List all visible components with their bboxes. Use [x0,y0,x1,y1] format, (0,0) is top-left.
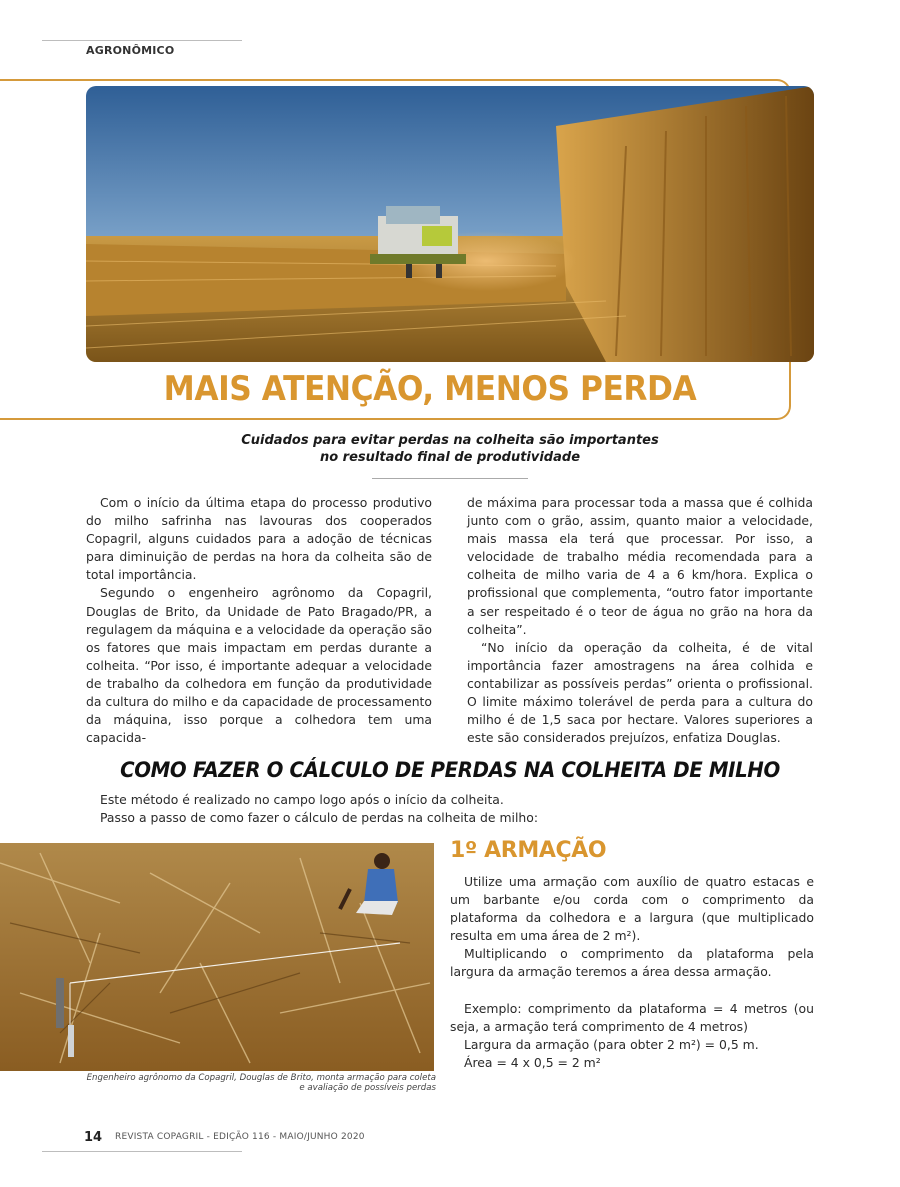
step-1-example-line-1: Exemplo: comprimento da plataforma = 4 metros (ou seja, a armação terá comprimento de 4 metros) [450,1000,814,1034]
left-paragraph-1: Com o início da última etapa do processo produtivo do milho safrinha nas lavouras dos cooperados Copagril, alguns cuidados para a adoção de técnicas para diminuição de perdas na hora da colheita são de total importância. [86,495,432,583]
left-paragraph-2: Segundo o engenheiro agrônomo da Copagril, Douglas de Brito, da Unidade de Pato Bragado/PR, a regulagem da máquina e a velocidade da operação são os fatores que mais impactam em perdas durante a colheita. “Por isso, é importante adequar a velocidade de trabalho da colhedora em função da produtividade da cultura do milho e da capacidade de processamento da máquina, isso porque a colhedora tem uma capacida- [86,585,432,746]
calculation-title: COMO FAZER O CÁLCULO DE PERDAS NA COLHEITA DE MILHO [120,758,780,782]
intro-line-1: Este método é realizado no campo logo após o início da colheita. [100,792,504,807]
left-column [86,494,432,747]
photo-caption: Engenheiro agrônomo da Copagril, Douglas de Brito, monta armação para coleta e avaliação de possíveis perdas [86,1073,436,1093]
page-number: 14 [84,1130,103,1145]
subtitle-divider [372,478,528,479]
article-headline: MAIS ATENÇÃO, MENOS PERDA [163,369,697,409]
step-1-paragraph-2: Multiplicando o comprimento da plataforma pela largura da armação teremos a área dessa armação. [450,946,814,980]
right-paragraph-1: de máxima para processar toda a massa que é colhida junto com o grão, assim, quanto maior a velocidade, mais massa ela terá que processar. Por isso, a velocidade de trabalho média recomendada para a colheita de milho varia de 4 a 6 km/hora. Explica o profissional que complementa, “outro fator importante a ser respeitado é o teor de água no grão na hora da colheita”. [467,495,813,637]
right-paragraph-2: “No início da operação da colheita, é de vital importância fazer amostragens na área colhida e contabilizar as possíveis perdas” orienta o profissional. O limite máximo tolerável de perda para a cultura do milho é de 1,5 saca por hectare. Valores superiores a este são considerados prejuízos, enfatiza Douglas. [467,639,813,746]
step-1-body [450,873,814,1072]
article-subtitle [150,432,750,466]
intro-line-2: Passo a passo de como fazer o cálculo de perdas na colheita de milho: [100,810,539,825]
magazine-edition: REVISTA COPAGRIL - EDIÇÃO 116 - MAIO/JUNHO 2020 [115,1132,365,1142]
step-1-title: 1º ARMAÇÃO [450,838,607,863]
section-label: AGRONÔMICO [86,44,175,57]
bottom-rule [42,1151,242,1152]
top-rule [42,40,242,41]
calculation-intro [100,791,538,827]
step-1-example-line-3: Área = 4 x 0,5 = 2 m² [464,1054,601,1070]
step-1-paragraph-1: Utilize uma armação com auxílio de quatro estacas e um barbante e/ou corda com o comprimento da plataforma da colhedora e a largura (que multiplicado resulta em uma área de 2 m²). [450,874,814,944]
subtitle-line-2: no resultado final de produtividade [319,450,581,465]
hero-photo-corn-harvest [86,86,814,362]
field-photo-engineer [0,843,434,1071]
subtitle-line-1: Cuidados para evitar perdas na colheita são importantes [241,433,659,448]
right-column [467,494,813,747]
step-1-example-line-2: Largura da armação (para obter 2 m²) = 0,5 m. [464,1036,759,1052]
